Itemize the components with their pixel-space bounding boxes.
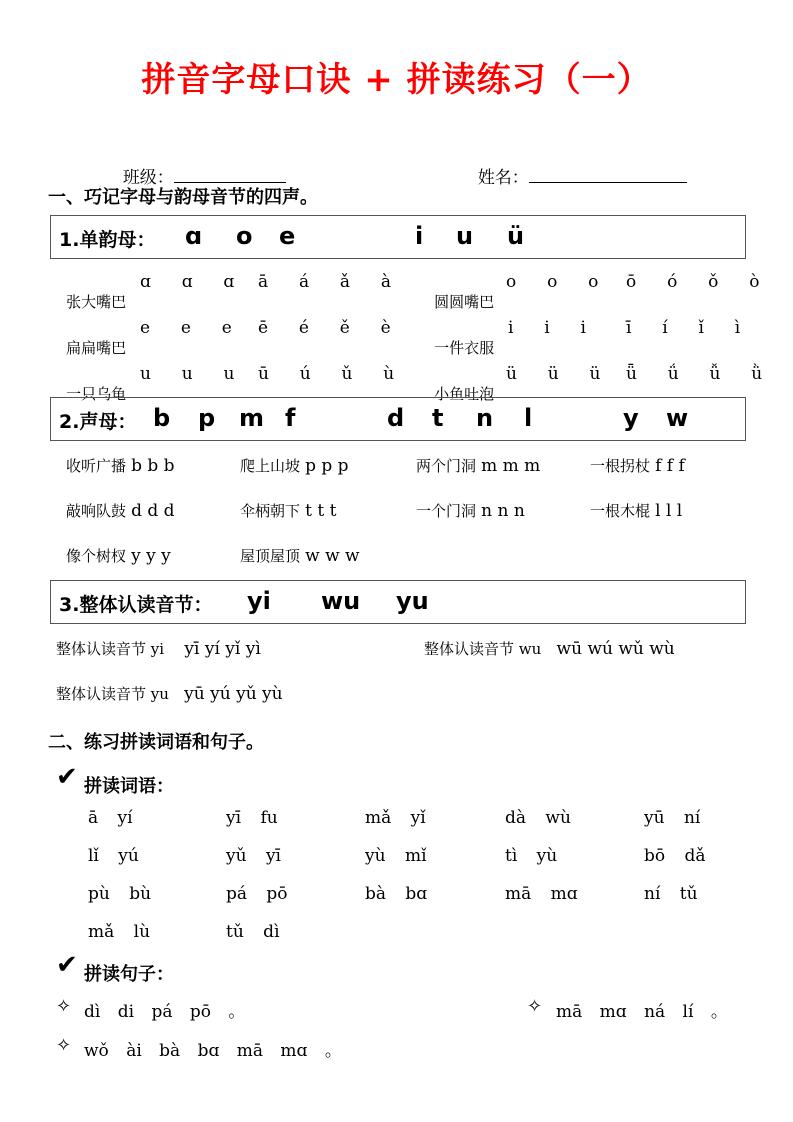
vowel-base: e e e <box>140 318 232 338</box>
consonant-row: 屋顶屋顶 w w w <box>240 546 360 566</box>
word-item: bō dǎ <box>644 846 706 866</box>
vowel-letter: ü <box>507 222 525 250</box>
class-field[interactable] <box>112 143 286 188</box>
rhyme-text: 张大嘴巴 <box>66 293 127 311</box>
word-item: pá pō <box>226 884 288 904</box>
vowel-letter: i <box>415 222 424 250</box>
word-item: yū ní <box>644 808 701 828</box>
word-item: mā mɑ <box>505 884 578 904</box>
vowel-row <box>56 318 126 358</box>
sentence-item: mā mɑ ná lí 。 <box>556 1002 728 1022</box>
page-title: 拼音字母口诀 + 拼读练习（一） <box>141 60 652 100</box>
vowel-tones: ǖ ǘ ǚ ǜ <box>626 364 763 384</box>
sparkle-star-icon: ✧ <box>56 996 72 1017</box>
box-single-vowels <box>50 215 746 259</box>
rhyme-text: 小鱼吐泡 <box>434 385 495 403</box>
sparkle-star-icon: ✧ <box>56 1035 72 1056</box>
box-whole-syllables <box>50 580 746 624</box>
sentence-item: dì di pá pō 。 <box>84 1002 246 1022</box>
vowel-letter: e <box>279 222 296 250</box>
name-blank[interactable] <box>529 166 687 183</box>
words-label: 拼读词语： <box>84 776 174 797</box>
word-item: mǎ yǐ <box>365 808 426 828</box>
word-item: tì yù <box>505 846 558 866</box>
vowel-tones: ē é ě è <box>258 318 391 338</box>
consonant-row: 像个树杈 y y y <box>66 546 171 566</box>
vowel-row <box>424 272 494 312</box>
word-item: pù bù <box>88 884 152 904</box>
word-item: yǔ yī <box>226 846 281 866</box>
sentence-item: wǒ ài bà bɑ mā mɑ 。 <box>84 1041 342 1061</box>
syllable-row: 整体认读音节 wu wū wú wǔ wù <box>424 639 675 659</box>
consonant-letter: t <box>432 404 444 432</box>
vowel-base: u u u <box>140 364 235 384</box>
consonant-row: 一根木棍 l l l <box>590 501 683 521</box>
consonant-row: 一根拐杖 f f f <box>590 456 685 476</box>
consonant-letter: f <box>285 404 296 432</box>
consonant-letter: b <box>153 404 171 432</box>
vowel-tones: ā á ǎ à <box>258 272 391 292</box>
vowel-letter: u <box>456 222 474 250</box>
class-blank[interactable] <box>174 166 286 183</box>
consonant-row: 一个门洞 n n n <box>416 501 525 521</box>
sparkle-star-icon: ✧ <box>527 996 543 1017</box>
rhyme-text: 一件衣服 <box>434 339 495 357</box>
syllable-row: 整体认读音节 yu yū yú yǔ yù <box>56 684 283 704</box>
section1-heading: 一、巧记字母与韵母音节的四声。 <box>48 187 318 208</box>
box3-label: 3.整体认读音节： <box>59 594 213 616</box>
syllable-letter: yi <box>247 587 271 615</box>
box-consonants <box>50 397 746 441</box>
sentences-label: 拼读句子： <box>84 964 174 985</box>
vowel-letter: ɑ <box>185 222 203 250</box>
check-icon: ✔ <box>56 950 78 980</box>
name-field[interactable] <box>467 143 687 188</box>
word-item: ní tǔ <box>644 884 698 904</box>
rhyme-text: 圆圆嘴巴 <box>434 293 495 311</box>
syllable-letter: wu <box>321 587 361 615</box>
consonant-row: 两个门洞 m m m <box>416 456 541 476</box>
word-item: mǎ lù <box>88 922 151 942</box>
consonant-letter: w <box>666 404 689 432</box>
consonant-letter: n <box>476 404 494 432</box>
consonant-letter: p <box>198 404 216 432</box>
word-item: yù mǐ <box>365 846 427 866</box>
syllable-letter: yu <box>396 587 429 615</box>
section2-heading: 二、练习拼读词语和句子。 <box>48 732 264 753</box>
word-item: ā yí <box>88 808 133 828</box>
name-label: 姓名： <box>477 168 529 188</box>
vowel-base: o o o <box>506 272 599 292</box>
box2-label: 2.声母： <box>59 411 137 433</box>
rhyme-text: 扁扁嘴巴 <box>66 339 127 357</box>
vowel-tones: ī í ǐ ì <box>626 318 741 338</box>
word-item: lǐ yú <box>88 846 139 866</box>
consonant-row: 敲响队鼓 d d d <box>66 501 175 521</box>
consonant-row: 爬上山坡 p p p <box>240 456 349 476</box>
consonant-letter: y <box>623 404 639 432</box>
syllable-row: 整体认读音节 yi yī yí yǐ yì <box>56 639 261 659</box>
vowel-tones: ū ú ǔ ù <box>258 364 395 384</box>
vowel-letter: o <box>236 222 253 250</box>
word-item: bà bɑ <box>365 884 428 904</box>
consonant-row: 收听广播 b b b <box>66 456 175 476</box>
vowel-base: i i i <box>508 318 586 338</box>
check-icon: ✔ <box>56 762 78 792</box>
consonant-letter: m <box>239 404 265 432</box>
consonant-letter: l <box>524 404 533 432</box>
class-label: 班级： <box>122 168 174 188</box>
vowel-row <box>56 272 126 312</box>
vowel-row <box>424 318 494 358</box>
vowel-tones: ō ó ǒ ò <box>626 272 760 292</box>
word-item: dà wù <box>505 808 571 828</box>
vowel-base: ɑ ɑ ɑ <box>140 272 235 292</box>
word-item: tǔ dì <box>226 922 280 942</box>
box1-label: 1.单韵母： <box>59 229 156 251</box>
vowel-base: ü ü ü <box>506 364 601 384</box>
consonant-row: 伞柄朝下 t t t <box>240 501 337 521</box>
word-item: yī fu <box>226 808 278 828</box>
rhyme-text: 一只乌龟 <box>66 385 127 403</box>
consonant-letter: d <box>387 404 405 432</box>
